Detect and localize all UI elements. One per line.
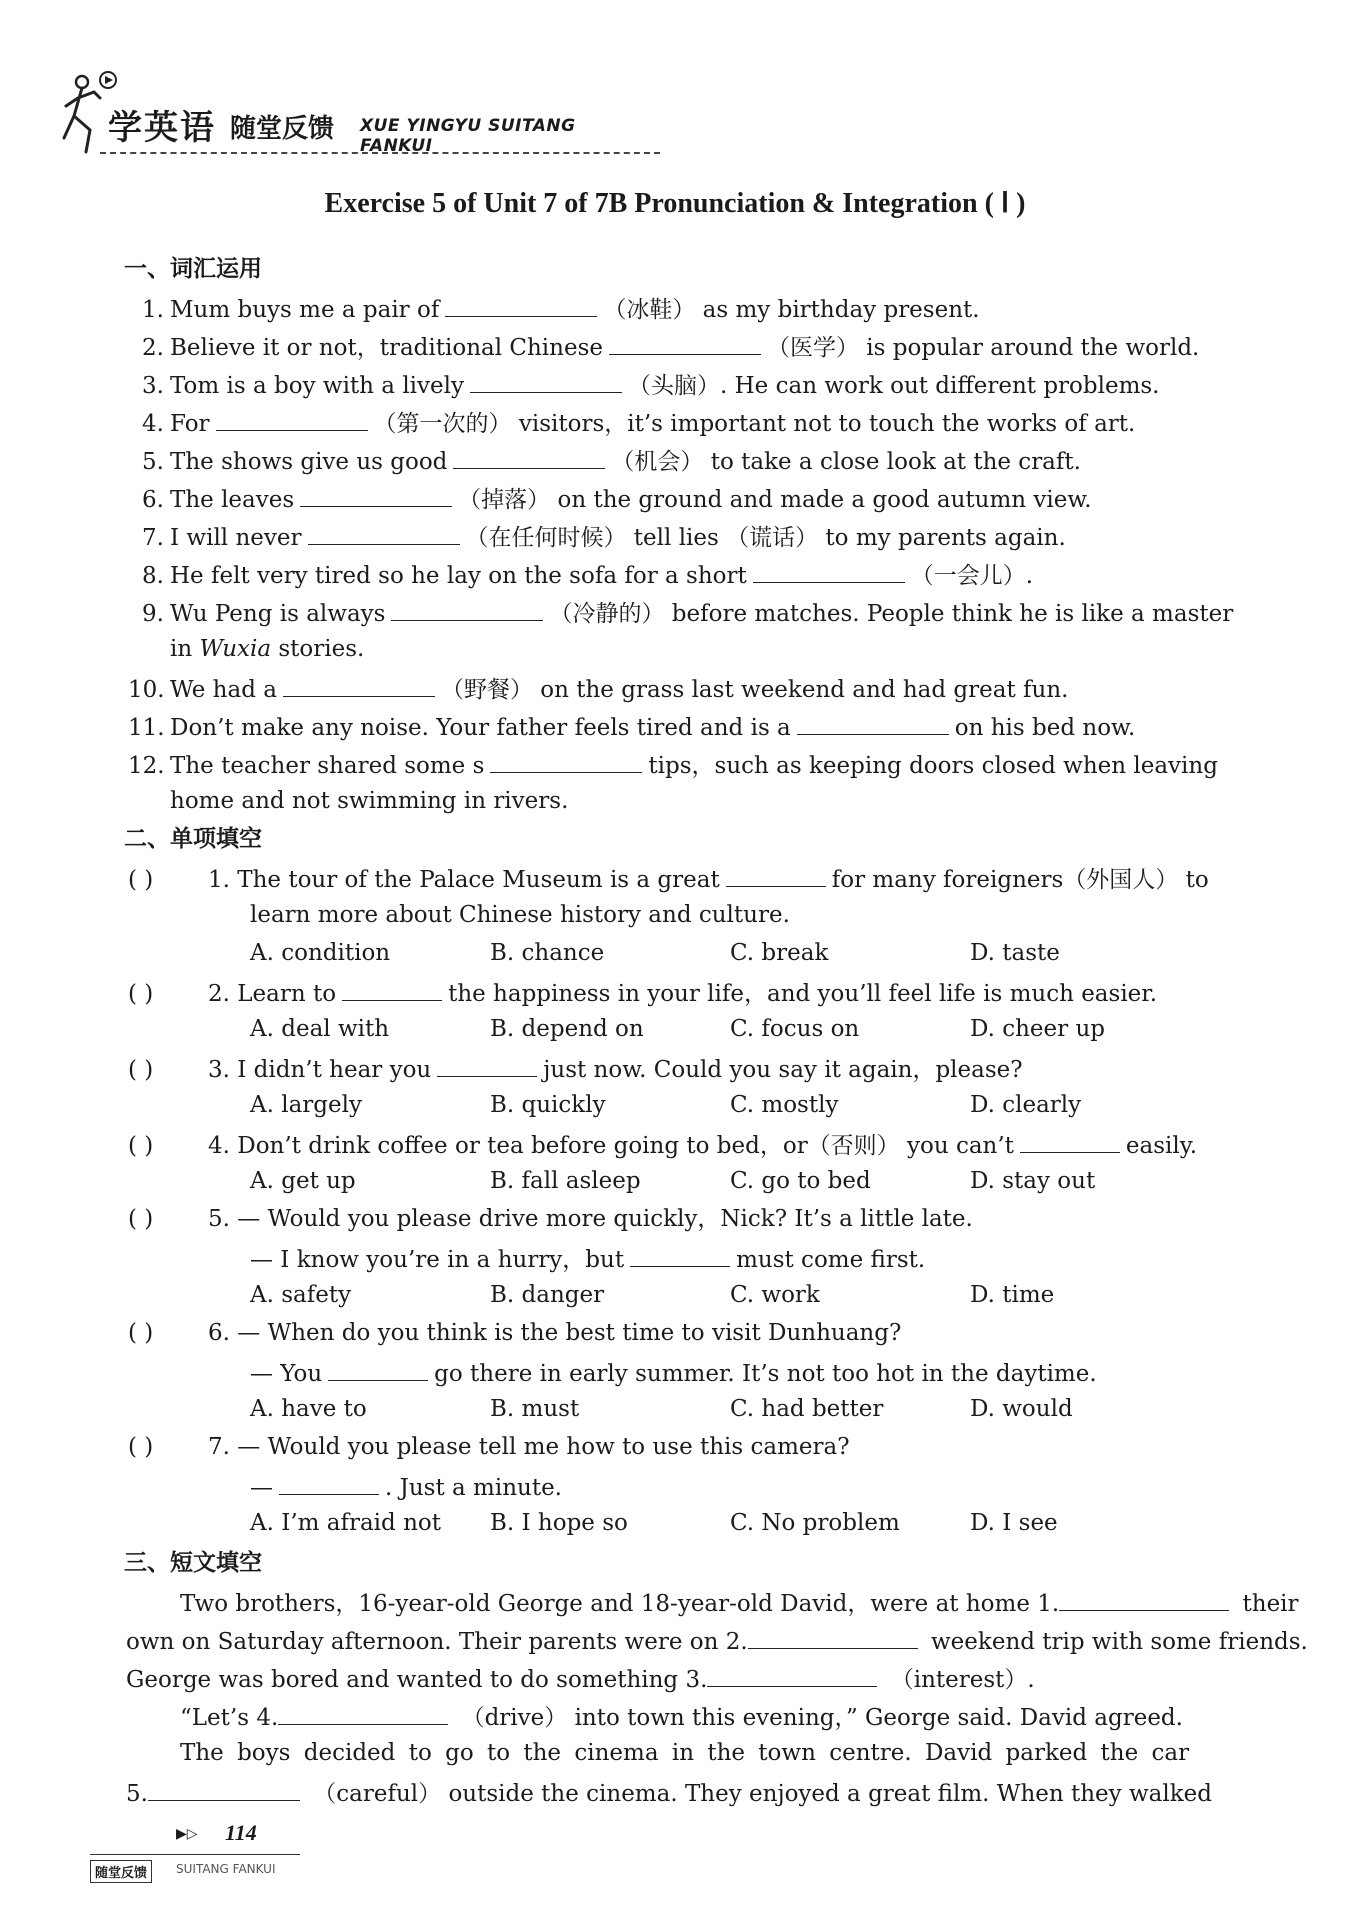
item-text: （掉落） on the ground and made a good autumn view. — [458, 487, 1092, 513]
question-number: 7. — [208, 1434, 230, 1460]
item-text: （医学） is popular around the world. — [767, 335, 1200, 361]
passage-line — [126, 1662, 1035, 1695]
vocab-item — [128, 330, 1199, 363]
passage-text: “Let’s — [180, 1705, 249, 1731]
item-text: （机会） to take a close look at the craft. — [611, 449, 1081, 475]
answer-blank[interactable] — [753, 558, 905, 583]
vocab-item — [128, 520, 1066, 553]
option-d[interactable]: D. I see — [970, 1510, 1058, 1536]
item-number: 4. — [142, 411, 164, 437]
item-text: Mum buys me a pair of — [170, 297, 440, 323]
item-text: in — [170, 636, 193, 662]
answer-blank[interactable] — [470, 368, 622, 393]
option-c[interactable]: C. mostly — [730, 1092, 839, 1118]
item-text: tips，such as keeping doors closed when leaving — [648, 753, 1218, 779]
page-number: 114 — [225, 1820, 257, 1845]
question-text: Don’t drink coffee or tea before going to bed，or（否则） you can’t — [237, 1133, 1014, 1159]
answer-blank[interactable] — [453, 444, 605, 469]
answer-blank[interactable] — [342, 976, 442, 1001]
option-c[interactable]: C. work — [730, 1282, 820, 1308]
answer-blank[interactable] — [391, 596, 543, 621]
mc-question — [128, 1128, 1197, 1161]
question-number: 5. — [208, 1206, 230, 1232]
answer-blank[interactable] — [216, 406, 368, 431]
question-text: the happiness in your life，and you’ll feel life is much easier. — [448, 981, 1158, 1007]
answer-blank[interactable] — [1059, 1586, 1229, 1611]
arrow-icon: ▶▷ — [176, 1826, 198, 1842]
passage-text: George was bored and wanted to do something — [126, 1667, 679, 1693]
passage-line — [180, 1586, 1299, 1619]
item-text: For — [170, 411, 210, 437]
vocab-item — [128, 482, 1092, 515]
vocab-item — [128, 368, 1160, 401]
question-number: 6. — [208, 1320, 230, 1346]
page-header — [60, 68, 650, 168]
blank-number: 4. — [256, 1705, 279, 1731]
item-number: 3. — [142, 373, 164, 399]
answer-blank[interactable] — [278, 1700, 448, 1725]
mc-question — [128, 862, 1209, 895]
mc-question — [128, 1052, 1023, 1085]
blank-number: 2. — [725, 1629, 748, 1655]
question-text: . Just a minute. — [385, 1475, 562, 1501]
passage-text: Two brothers，16-year-old George and 18-year-old David，were at home — [180, 1591, 1030, 1617]
option-d[interactable]: D. taste — [970, 940, 1060, 966]
item-text: （野餐） on the grass last weekend and had great fun. — [440, 677, 1069, 703]
option-d[interactable]: D. stay out — [970, 1168, 1096, 1194]
answer-bracket[interactable]: ( ) — [128, 1057, 154, 1083]
item-text: We had a — [170, 677, 277, 703]
passage-line — [126, 1776, 1212, 1809]
item-text: （冷静的） before matches. People think he is like a master — [549, 601, 1234, 627]
vocab-item — [128, 558, 1033, 591]
mc-question — [128, 1204, 973, 1234]
question-text: must come first. — [736, 1247, 926, 1273]
question-text: Learn to — [237, 981, 337, 1007]
question-text-continuation — [250, 1356, 1097, 1389]
vocab-item — [128, 710, 1135, 743]
question-number: 4. — [208, 1133, 230, 1159]
item-text: Don’t make any noise. Your father feels tired and is a — [170, 715, 791, 741]
item-number: 5. — [142, 449, 164, 475]
item-text: on his bed now. — [954, 715, 1136, 741]
option-a[interactable]: A. safety — [250, 1282, 352, 1308]
item-text: The leaves — [170, 487, 295, 513]
answer-blank[interactable] — [609, 330, 761, 355]
passage-text: （careful） outside the cinema. They enjoyed a great film. When they walked — [313, 1781, 1212, 1807]
item-text: The teacher shared some s — [170, 753, 485, 779]
question-number: 2. — [208, 981, 230, 1007]
item-text: Tom is a boy with a lively — [170, 373, 464, 399]
blank-number: 3. — [685, 1667, 708, 1693]
vocab-item-continuation — [128, 786, 568, 816]
passage-text: The boys decided to go to the cinema in the town centre. David parked the car — [180, 1740, 1190, 1766]
vocab-item — [128, 748, 1218, 781]
option-b[interactable]: B. danger — [490, 1282, 605, 1308]
option-b[interactable]: B. must — [490, 1396, 580, 1422]
answer-bracket[interactable]: ( ) — [128, 1133, 154, 1159]
answer-blank[interactable] — [300, 482, 452, 507]
passage-text: their — [1242, 1591, 1299, 1617]
section-heading-multiple-choice: 二、单项填空 — [124, 826, 262, 852]
option-c[interactable]: C. No problem — [730, 1510, 900, 1536]
option-d[interactable]: D. cheer up — [970, 1016, 1106, 1042]
passage-line — [180, 1700, 1183, 1733]
option-a[interactable]: A. I’m afraid not — [250, 1510, 441, 1536]
blank-number: 5. — [126, 1781, 148, 1807]
item-text: Believe it or not，traditional Chinese — [170, 335, 603, 361]
brand-chinese-subtitle: 随堂反馈 — [230, 114, 335, 144]
question-text: — Would you please tell me how to use this camera? — [237, 1434, 850, 1460]
answer-blank[interactable] — [437, 1052, 537, 1077]
option-a[interactable]: A. deal with — [250, 1016, 390, 1042]
answer-blank[interactable] — [283, 672, 435, 697]
exercise-title: Exercise 5 of Unit 7 of 7B Pronunciation & Integration ( Ⅰ ) — [324, 188, 1026, 219]
option-d[interactable]: D. time — [970, 1282, 1055, 1308]
item-number: 10. — [128, 677, 165, 703]
header-divider — [100, 152, 660, 154]
section-heading-passage: 三、短文填空 — [124, 1550, 262, 1576]
answer-blank[interactable] — [445, 292, 597, 317]
item-italic-text: Wuxia — [199, 636, 272, 662]
answer-blank[interactable] — [748, 1624, 918, 1649]
item-text: stories. — [271, 636, 365, 662]
question-text: — When do you think is the best time to visit Dunhuang? — [237, 1320, 902, 1346]
answer-bracket[interactable]: ( ) — [128, 867, 154, 893]
option-a[interactable]: A. largely — [250, 1092, 362, 1118]
page-footer — [90, 1820, 350, 1900]
answer-bracket[interactable]: ( ) — [128, 1320, 154, 1346]
item-number: 7. — [142, 525, 164, 551]
answer-blank[interactable] — [630, 1242, 730, 1267]
option-b[interactable]: B. quickly — [490, 1092, 606, 1118]
question-text: — You — [250, 1361, 323, 1387]
question-text: for many foreigners（外国人） to — [831, 867, 1209, 893]
question-number: 3. — [208, 1057, 230, 1083]
item-number: 6. — [142, 487, 164, 513]
answer-blank[interactable] — [707, 1662, 877, 1687]
question-text: I didn’t hear you — [237, 1057, 432, 1083]
question-text: — — [250, 1475, 273, 1501]
answer-blank[interactable] — [308, 520, 460, 545]
blank-number: 1. — [1037, 1591, 1060, 1617]
passage-line — [180, 1738, 1189, 1768]
passage-text: own on Saturday afternoon. Their parents were on — [126, 1629, 719, 1655]
vocab-item — [128, 292, 980, 325]
answer-blank[interactable] — [1020, 1128, 1120, 1153]
item-text: （第一次的） visitors，it’s important not to touch the works of art. — [373, 411, 1136, 437]
option-a[interactable]: A. condition — [250, 940, 391, 966]
answer-blank[interactable] — [328, 1356, 428, 1381]
option-d[interactable]: D. clearly — [970, 1092, 1082, 1118]
item-text: I will never — [170, 525, 302, 551]
answer-bracket[interactable]: ( ) — [128, 1434, 154, 1460]
brand-chinese-title: 学英语 — [108, 108, 216, 148]
item-number: 9. — [142, 601, 164, 627]
item-number: 11. — [128, 715, 165, 741]
brand-english-title: XUE YINGYU SUITANG FANKUI — [360, 116, 576, 156]
passage-text: （interest）. — [890, 1667, 1035, 1693]
question-text-continuation: learn more about Chinese history and culture. — [250, 902, 790, 928]
option-b[interactable]: B. chance — [490, 940, 605, 966]
item-number: 1. — [142, 297, 164, 323]
vocab-item-continuation — [128, 634, 364, 664]
answer-blank[interactable] — [726, 862, 826, 887]
answer-blank[interactable] — [797, 710, 949, 735]
answer-blank[interactable] — [279, 1470, 379, 1495]
vocab-item — [128, 406, 1135, 439]
item-number: 2. — [142, 335, 164, 361]
mc-question — [128, 1432, 850, 1462]
item-text: （一会儿）. — [910, 563, 1034, 589]
option-c[interactable]: C. go to bed — [730, 1168, 871, 1194]
option-b[interactable]: B. fall asleep — [490, 1168, 641, 1194]
question-text: go there in early summer. It’s not too hot in the daytime. — [434, 1361, 1097, 1387]
question-text: easily. — [1125, 1133, 1198, 1159]
question-text: — I know you’re in a hurry，but — [250, 1247, 625, 1273]
question-text-continuation — [250, 1242, 925, 1275]
passage-line — [126, 1624, 1308, 1657]
footer-label-box: 随堂反馈 — [90, 1860, 152, 1883]
item-text: The shows give us good — [170, 449, 448, 475]
mc-question — [128, 976, 1157, 1009]
vocab-item — [128, 444, 1081, 477]
vocab-item — [128, 672, 1068, 705]
passage-text: weekend trip with some friends. — [931, 1629, 1308, 1655]
option-b[interactable]: B. I hope so — [490, 1510, 628, 1536]
mc-question — [128, 1318, 901, 1348]
item-text: Wu Peng is always — [170, 601, 386, 627]
answer-bracket[interactable]: ( ) — [128, 981, 154, 1007]
item-text: home and not swimming in rivers. — [170, 788, 569, 814]
item-number: 12. — [128, 753, 165, 779]
option-d[interactable]: D. would — [970, 1396, 1073, 1422]
option-b[interactable]: B. depend on — [490, 1016, 644, 1042]
vocab-item — [128, 596, 1233, 629]
option-c[interactable]: C. focus on — [730, 1016, 860, 1042]
footer-english-label: SUITANG FANKUI — [176, 1862, 276, 1876]
option-a[interactable]: A. have to — [250, 1396, 367, 1422]
answer-blank[interactable] — [490, 748, 642, 773]
section-heading-vocabulary: 一、词汇运用 — [124, 256, 262, 282]
question-number: 1. — [208, 867, 230, 893]
item-number: 8. — [142, 563, 164, 589]
footer-divider — [90, 1854, 300, 1855]
answer-blank[interactable] — [148, 1776, 300, 1801]
item-text: （在任何时候） tell lies （谎话） to my parents again. — [465, 525, 1066, 551]
question-text: — Would you please drive more quickly，Nick? It’s a little late. — [237, 1206, 973, 1232]
question-text: just now. Could you say it again，please? — [543, 1057, 1023, 1083]
option-a[interactable]: A. get up — [250, 1168, 356, 1194]
item-text: （头脑）. He can work out different problems. — [628, 373, 1160, 399]
item-text: （冰鞋） as my birthday present. — [603, 297, 980, 323]
item-text: He felt very tired so he lay on the sofa for a short — [170, 563, 747, 589]
answer-bracket[interactable]: ( ) — [128, 1206, 154, 1232]
question-text: The tour of the Palace Museum is a great — [237, 867, 720, 893]
option-c[interactable]: C. break — [730, 940, 829, 966]
passage-text: （drive） into town this evening，” George said. David agreed. — [461, 1705, 1183, 1731]
question-text-continuation — [250, 1470, 562, 1503]
option-c[interactable]: C. had better — [730, 1396, 884, 1422]
